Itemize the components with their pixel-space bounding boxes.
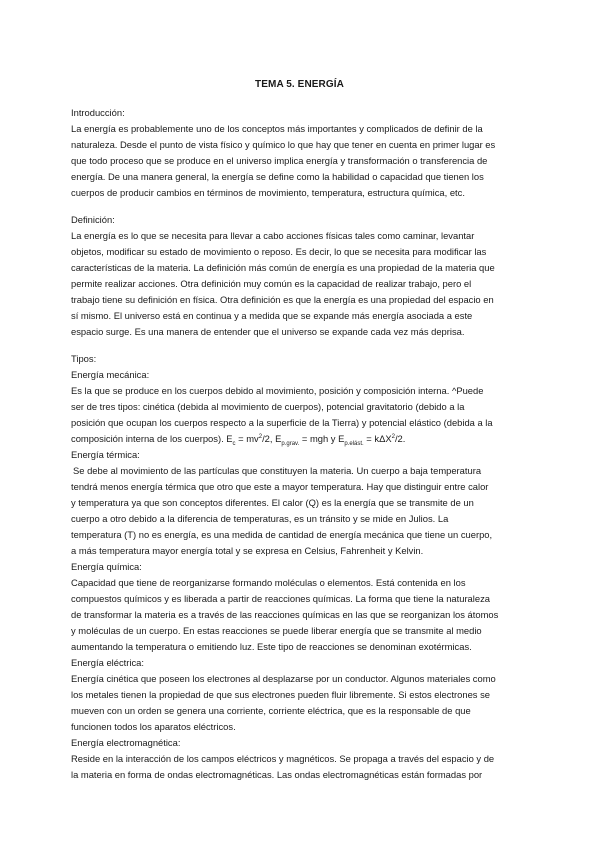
paragraph-line: que todo proceso que se produce en el universo implica energía y transformación o transferencia de — [71, 155, 488, 166]
paragraph-line: Reside en la interacción de los campos eléctricos y magnéticos. Se propaga a través del espacio y de — [71, 753, 495, 764]
formula-text: = kΔX — [363, 433, 392, 444]
paragraph-line: ser de tres tipos: cinética (debida al movimiento de cuerpos), potencial gravitatorio (debido a la — [71, 401, 465, 412]
section-heading-introduccion: Introducción: — [71, 107, 125, 118]
paragraph-line: cuerpos de producir cambios en términos de movimiento, temperatura, estructura química, etc. — [71, 187, 465, 198]
paragraph-line: Se debe al movimiento de las partículas que constituyen la materia. Un cuerpo a baja temperatura — [73, 465, 482, 476]
paragraph-line: compuestos químicos y es liberada a partir de reacciones químicas. La forma que tiene la naturaleza — [71, 593, 490, 604]
paragraph-line: mueven con un orden se genera una corriente, corriente eléctrica, que es la responsable de que — [71, 705, 471, 716]
subheading-energia-electrica: Energía eléctrica: — [71, 657, 144, 668]
formula-subscript: p.elást. — [344, 440, 364, 447]
paragraph-line: de transformar la materia es a través de las reacciones químicas en las que se reorganizan los átomos — [71, 609, 499, 620]
paragraph-line: Energía cinética que poseen los electrones al desplazarse por un conductor. Algunos materiales como — [71, 673, 496, 684]
paragraph-line: a más temperatura mayor energía total y se expresa en Celsius, Fahrenheit y Kelvin. — [71, 545, 424, 556]
paragraph-line: objetos, modificar su estado de movimiento o reposo. Es decir, lo que se necesita para modificar las — [71, 246, 487, 257]
paragraph-line: los metales tienen la propiedad de que sus electrones pueden fluir libremente. Si estos electrones se — [71, 689, 491, 700]
formula-superscript: 2 — [391, 433, 395, 440]
paragraph-line: funcionen todos los aparatos eléctricos. — [71, 721, 236, 732]
document-title: TEMA 5. ENERGÍA — [255, 79, 344, 90]
paragraph-line: y moléculas de un cuerpo. En estas reacciones se puede liberar energía que se transmite al medio — [71, 625, 482, 636]
paragraph-line: Es la que se produce en los cuerpos debido al movimiento, posición y composición interna. ^Puede — [71, 385, 484, 396]
paragraph-line: La energía es probablemente uno de los conceptos más importantes y complicados de definir de la — [71, 123, 483, 134]
formula-lead-text: composición interna de los cuerpos). E — [71, 433, 233, 444]
paragraph-line: energía. De una manera general, la energía se define como la habilidad o capacidad que tienen los — [71, 171, 484, 182]
paragraph-line: aumentando la temperatura o emitiendo luz. Este tipo de reacciones se denominan exotérmicas. — [71, 641, 472, 652]
formula-text: = mv — [235, 433, 259, 444]
formula-subscript: c — [232, 440, 236, 447]
subheading-energia-termica: Energía térmica: — [71, 449, 140, 460]
paragraph-line: trabajo tiene su definición en física. Otra definición es que la energía es una propiedad del espacio en — [71, 294, 494, 305]
subheading-energia-mecanica: Energía mecánica: — [71, 369, 150, 380]
paragraph-line: sí mismo. El universo está en continua y a medida que se expande más energía asociada a este — [71, 310, 473, 321]
paragraph-line: cuerpo a otro debido a la diferencia de temperaturas, es un tránsito y se mide en Julios. La — [71, 513, 449, 524]
paragraph-line: permite realizar acciones. Otra definición muy común es la capacidad de realizar trabajo, pero el — [71, 278, 472, 289]
section-heading-definicion: Definición: — [71, 214, 115, 225]
paragraph-line: tendrá menos energía térmica que otro que este a mayor temperatura. Hay que distinguir entre calor — [71, 481, 489, 492]
paragraph-line: temperatura (T) no es energía, es una medida de cantidad de energía mecánica que tiene un cuerpo, — [71, 529, 493, 540]
paragraph-line: características de la materia. La definición más común de energía es una propiedad de la materia que — [71, 262, 495, 273]
section-heading-tipos: Tipos: — [71, 353, 97, 364]
formula-text: = mgh y E — [299, 433, 345, 444]
paragraph-line: Capacidad que tiene de reorganizarse formando moléculas o elementos. Está contenida en los — [71, 577, 466, 588]
formula-superscript: 2 — [258, 433, 263, 440]
paragraph-line: la materia en forma de ondas electromagnéticas. Las ondas electromagnéticas están formadas por — [71, 769, 483, 780]
formula-text: /2. — [394, 433, 406, 444]
paragraph-line: naturaleza. Desde el punto de vista físico y químico lo que hay que tener en cuenta en primer lugar es — [71, 139, 496, 150]
formula-text: /2, E — [262, 433, 282, 444]
subheading-energia-electromagnetica: Energía electromagnética: — [71, 737, 181, 748]
paragraph-line: La energía es lo que se necesita para llevar a cabo acciones físicas tales como caminar, levantar — [71, 230, 475, 241]
formula-subscript: p.grav. — [281, 440, 300, 447]
subheading-energia-quimica: Energía química: — [71, 561, 142, 572]
paragraph-line: espacio surge. Es una manera de entender que el universo se expande cada vez más deprisa. — [71, 326, 465, 337]
paragraph-line: posición que ocupan los cuerpos respecto a la superficie de la Tierra) y potencial elástico (debida a la — [71, 417, 493, 428]
paragraph-line-formula — [71, 433, 405, 445]
paragraph-line: y temperatura ya que son conceptos diferentes. El calor (Q) es la energía que se transmite de un — [71, 497, 474, 508]
